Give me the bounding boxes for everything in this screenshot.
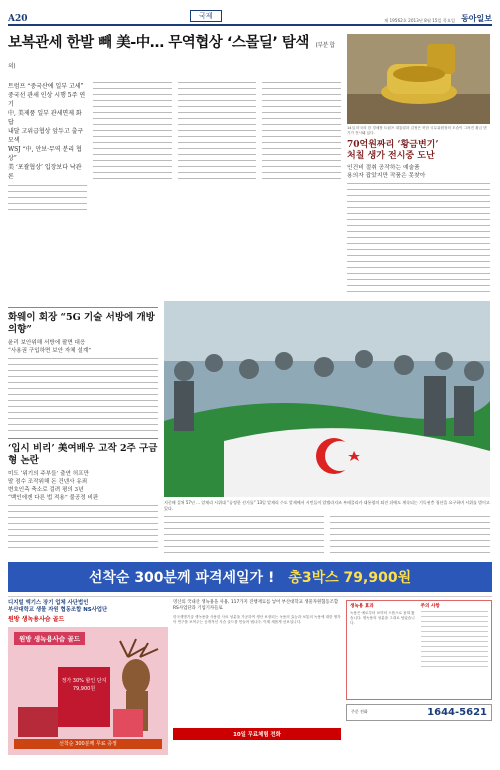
ad-middle-panel [173,600,341,770]
ad-middle-text: 한국생명기술 생녹용을 사용한 사료 성분을 가공하여 생산 보장되는 녹용의 효능과 보통의 녹용에 대한 생각이 연구를 보여주는 공개적인 사슴 골드를 만들어 냅니다. 이제 새롭게 선보입니다. [173,614,341,624]
protest-illustration [164,301,490,497]
ad-info-cell [421,604,489,696]
subhead-line: 변호인측 축소로 걸려 평의 3년 [8,487,84,493]
huffman-headline[interactable]: ‘입시 비리’ 美여배우 고작 2주 구금형 논란 [8,443,158,466]
subhead-line: “백인에겐 다른 법 적용” 불공정 비판 [8,495,99,501]
gold-headline-line: 70억원짜리 ‘황금변기’ [347,140,439,150]
body-text-lines [178,82,257,182]
main-photo-caption: 지중해 걸쳐 57년 … 알제리 시위대 “공정한 선거를” 13일 알제리 수도 알제에서 시민들이 압델라지즈 부테플리카 대통령의 퇴진 뒤에도 계속되는 기득권층 청산을 요구하며 시위를 벌이고 있다. [164,500,490,511]
phone-label: 주문 전화 [351,709,368,715]
lead-subheads [8,82,87,181]
ad-info-heading: 생녹용 효과 [350,603,374,609]
body-text-lines [164,516,324,556]
lede-line: 중국선 관세 인상 시행 5주 연기 [8,92,86,108]
lede-line: 내달 고위급협상 앞두고 출구 모색 [8,128,84,144]
ad-banner[interactable] [8,562,492,592]
gold-headline[interactable] [347,140,490,162]
body-text-lines [262,82,341,182]
algeria-protest-photo[interactable] [164,301,490,497]
gold-toilet-illustration [347,34,490,124]
lead-columns [8,82,341,215]
gold-subhead-line: 용의자 잡았지만 작품은 못찾아 [347,173,426,179]
ad-info-heading: 주의 사항 [420,603,440,609]
lede-line: 美 ‘포괄협상’ 입장보다 낙관론 [8,164,82,180]
ad-org-line: 부산대학교 생물 자원 협동조합 NS사업단 [8,606,108,613]
gold-subhead [347,164,490,180]
gold-subhead-line: 인건비 절취 공작하는 예술품 [347,165,420,171]
ad-product-tag: 원방 생녹용사슴 골드 [14,632,85,645]
masthead [8,6,492,26]
lede-line: WSJ “中, 안보·무역 분리 협상” [8,146,82,162]
subhead-line: “사용권 구입하면 보안 자체 설계” [8,348,92,354]
advertisement [8,596,492,770]
divider [8,307,158,308]
middle-section [8,301,492,556]
masthead-right [384,13,492,24]
lead-headline-text: 보복관세 한발 빼 美-中… 무역협상 ‘스몰딜’ 탐색 [8,35,309,51]
newspaper-logo: 동아일보 [461,13,492,23]
gold-headline-line: 처칠 생가 전시중 도난 [347,151,435,161]
gold-body-text [347,183,490,295]
huffman-subhead [8,470,158,502]
page-number: A20 [8,14,28,24]
issue-date: 제 19562호 2013년 8월 15일 목요일 [384,18,456,23]
main-photo-story [164,301,490,556]
subhead-line: 윤리 보안위해 서방에 팔면 대응 [8,340,86,346]
section-label: 국제 [190,10,222,22]
left-stories [8,301,158,556]
lede-line: 中, 美제품 일부 관세면제 화답 [8,110,82,126]
huawei-body-text [8,358,158,432]
lede-line: 트럼프 “중국산에 일부 고세” [8,83,84,90]
ad-org [8,600,168,614]
huawei-subhead [8,339,158,355]
subhead-line: 딸 점수 조작위해 돈 건넨사 유죄 [8,479,88,485]
lead-headline[interactable] [8,34,341,76]
gold-photo-caption: 14일 미국의 한 경매장 트럼프 대통령과 김정은 북한 국무위원장의 모습이 그려진 황금 변기가 전시돼 있다. [347,126,487,135]
subhead-line: 미도 ‘위기의 주부들’ 출연 허프만 [8,471,89,477]
ad-org-line: 디지털 엑기스 장기 업체 사단법인 [8,599,89,606]
phone-number: 1644-5621 [427,706,487,718]
ad-middle-header: 영산의 국내산 생녹용을 사용, 117가지 진행재료를 넣어 부산대학교 생물자원협동조합 RS사업단과 기업기자들로 [173,599,339,611]
ad-order-phone[interactable] [346,704,492,721]
ad-free-gift-bar: 선착순 300분께 무료 증정 [14,739,162,749]
gold-toilet-photo[interactable] [347,34,490,124]
ad-trial-button[interactable]: 10일 무료체험 전화 [173,728,341,740]
huawei-headline[interactable]: 화웨이 회장 “5G 기술 서방에 개방 의향” [8,312,155,335]
ad-info-text: 녹용은 예로부터 보약의 으뜸으로 꼽혀 왔습니다. 생녹용의 성분을 그대로 담았습니다. [350,610,415,625]
ad-right-panel [346,600,492,770]
lead-body-filler [8,185,87,215]
body-text-lines [93,82,172,182]
lead-column-2 [93,82,172,215]
main-story-columns [164,516,490,556]
top-section [8,34,492,295]
lead-story [8,34,341,295]
ad-product-name: 원방 생녹용사슴 골드 [8,615,65,623]
ad-left-panel [8,600,168,770]
lead-column-3 [178,82,257,215]
ad-product-box[interactable] [8,627,168,755]
ad-info-lines [421,611,489,671]
lead-headline-note: (부분 합의) [8,42,335,70]
huffman-body-text [8,505,158,553]
lead-column-1 [8,82,87,215]
banner-price: 총3박스 79,900원 [288,569,412,586]
ad-price-badge: 정가 30% 할인 단지 79,900원 [58,667,110,727]
gold-toilet-story [347,34,490,295]
ad-info-box [346,600,492,700]
divider [8,438,158,439]
body-text-lines [330,516,490,556]
ad-info-cell [350,604,418,696]
banner-text: 선착순 300분께 파격세일가 ! [88,569,275,586]
lead-column-4 [262,82,341,215]
